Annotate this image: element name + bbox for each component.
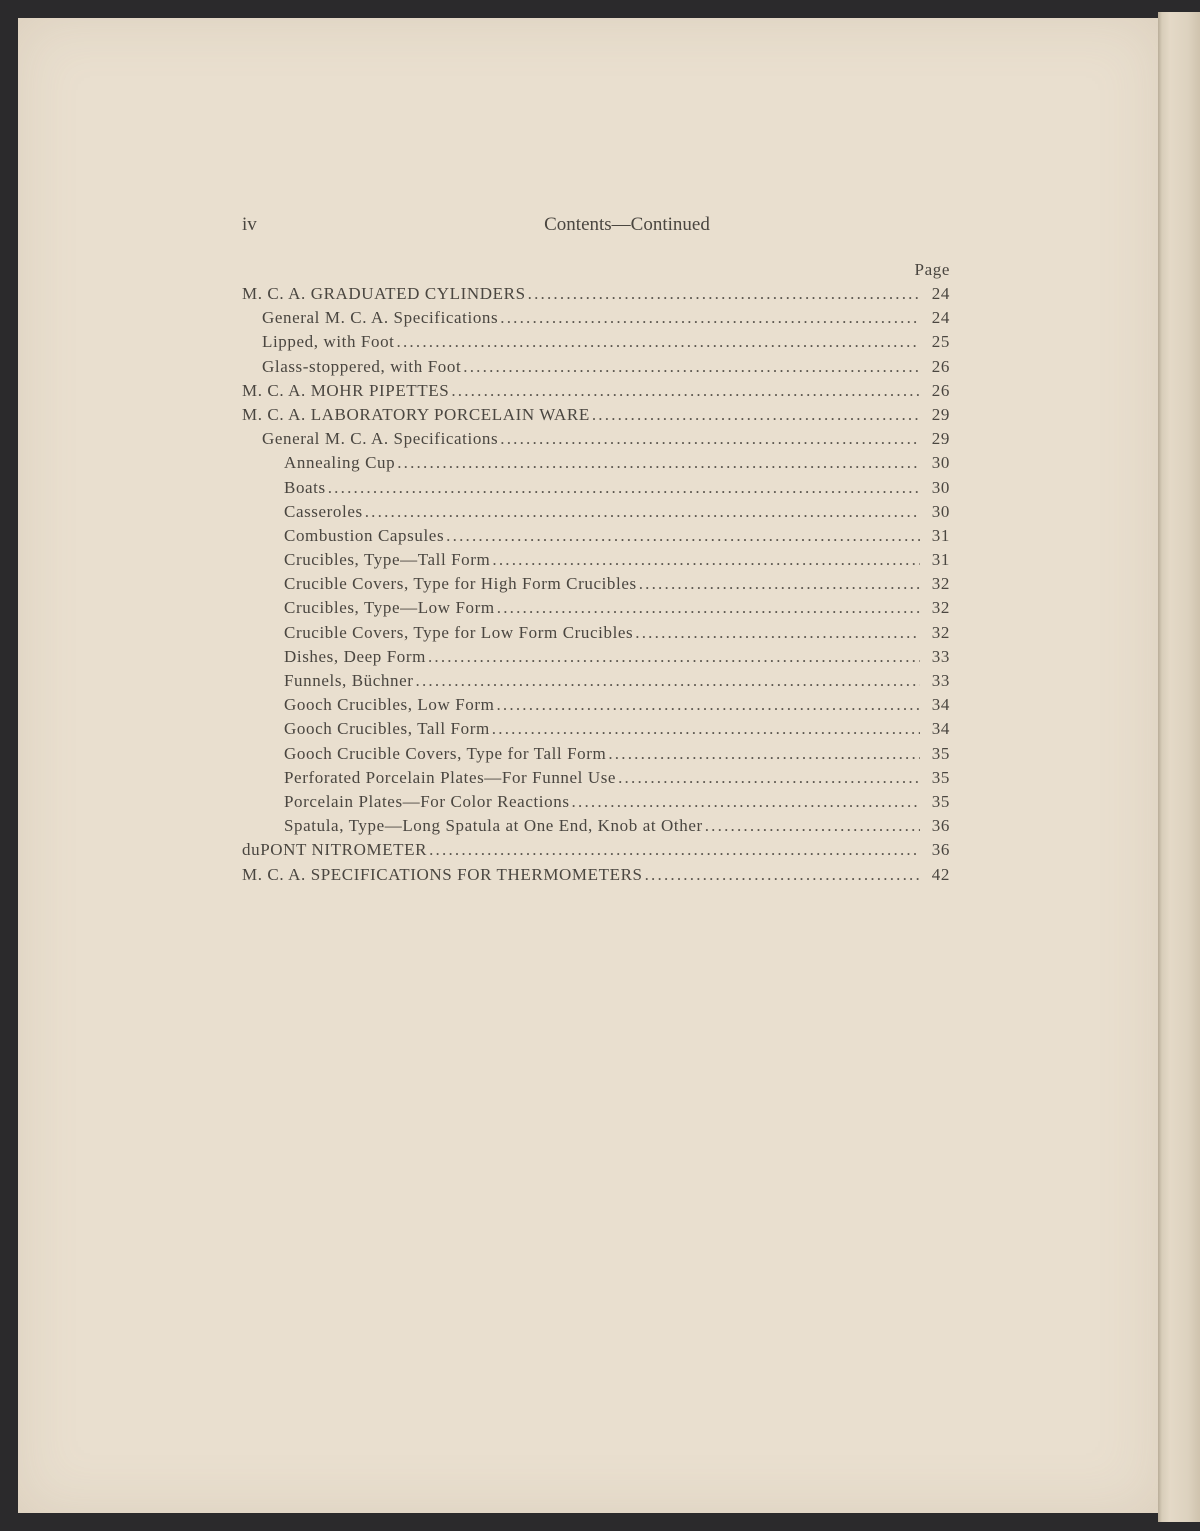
dot-leader	[705, 814, 920, 838]
toc-entry-page: 29	[931, 404, 950, 424]
toc-entry-title: Crucible Covers, Type for High Form Crucibles	[284, 574, 637, 594]
toc-entry	[242, 814, 950, 838]
toc-entry-title: Lipped, with Foot	[262, 332, 395, 352]
running-title: Contents—Continued	[544, 214, 710, 235]
dot-leader	[528, 282, 920, 306]
dot-leader	[446, 524, 920, 548]
toc-entry-page: 36	[931, 840, 950, 860]
toc-entry-title: Crucible Covers, Type for Low Form Crucibles	[284, 622, 634, 642]
dot-leader	[451, 379, 920, 403]
toc-entry-page: 32	[931, 598, 950, 618]
toc-entry-title: duPONT NITROMETER	[242, 840, 428, 860]
toc-entry-title: Spatula, Type—Long Spatula at One End, Knob at Other	[284, 816, 703, 836]
toc-entry-page: 33	[931, 671, 950, 690]
toc-entry	[242, 621, 950, 645]
dot-leader	[497, 596, 920, 620]
dot-leader	[645, 863, 920, 887]
toc-entry-title: General M. C. A. Specifications	[262, 429, 499, 449]
toc-entry-page: 29	[931, 429, 950, 449]
dot-leader	[500, 306, 920, 330]
toc-entry-page: 30	[931, 477, 950, 497]
toc-entry-title: M. C. A. SPECIFICATIONS FOR THERMOMETERS	[242, 864, 643, 884]
toc-entry-title: Gooch Crucibles, Tall Form	[284, 719, 490, 739]
toc-entry	[242, 476, 950, 500]
dot-leader	[639, 572, 920, 596]
toc-entry-title: Funnels, Büchner	[284, 671, 414, 690]
toc-entry-page: 42	[931, 864, 950, 884]
toc-entry-title: Gooch Crucibles, Low Form	[284, 695, 495, 715]
toc-entry	[242, 742, 950, 766]
toc-entry-title: Crucibles, Type—Tall Form	[284, 550, 491, 570]
toc-entry-page: 32	[931, 622, 950, 642]
toc-entry	[242, 427, 950, 451]
toc-entry-title: M. C. A. LABORATORY PORCELAIN WARE	[242, 404, 590, 424]
dot-leader	[397, 330, 920, 354]
page-column-label: Page	[914, 260, 950, 279]
toc-entry	[242, 355, 950, 379]
toc-entry	[242, 548, 950, 572]
toc-entries	[242, 282, 950, 887]
toc-entry-page: 35	[931, 743, 950, 763]
toc-entry-title: Combustion Capsules	[284, 525, 445, 545]
toc-entry	[242, 596, 950, 620]
toc-entry	[242, 330, 950, 354]
toc-entry	[242, 645, 950, 669]
toc-entry-title: Crucibles, Type—Low Form	[284, 598, 495, 618]
dot-leader	[618, 766, 920, 790]
toc-entry-page: 33	[931, 646, 950, 666]
table-of-contents	[242, 258, 950, 887]
page-number: iv	[242, 214, 257, 235]
toc-entry	[242, 766, 950, 790]
dot-leader	[496, 693, 920, 717]
toc-entry	[242, 693, 950, 717]
toc-entry-title: Dishes, Deep Form	[284, 646, 426, 666]
toc-entry-page: 26	[931, 380, 950, 400]
toc-entry-title: Porcelain Plates—For Color Reactions	[284, 791, 570, 811]
page-header	[242, 214, 952, 240]
dot-leader	[463, 355, 920, 379]
toc-entry-page: 31	[931, 525, 950, 545]
toc-entry-page: 35	[931, 791, 950, 811]
dot-leader	[428, 645, 920, 669]
toc-entry-page: 24	[931, 308, 950, 328]
dot-leader	[592, 403, 920, 427]
toc-entry-page: 26	[931, 356, 950, 376]
dot-leader	[429, 838, 920, 862]
toc-entry-page: 35	[931, 767, 950, 787]
toc-entry	[242, 403, 950, 427]
toc-entry	[242, 863, 950, 887]
dot-leader	[397, 451, 920, 475]
toc-entry	[242, 500, 950, 524]
dot-leader	[500, 427, 920, 451]
toc-entry	[242, 838, 950, 862]
toc-entry-page: 31	[931, 550, 950, 570]
dot-leader	[365, 500, 920, 524]
toc-entry	[242, 717, 950, 741]
toc-entry	[242, 451, 950, 475]
toc-entry-title: Annealing Cup	[284, 453, 396, 473]
dot-leader	[492, 717, 920, 741]
toc-entry-title: Glass-stoppered, with Foot	[262, 356, 462, 376]
toc-entry-title: M. C. A. GRADUATED CYLINDERS	[242, 284, 526, 303]
toc-entry	[242, 524, 950, 548]
toc-entry	[242, 282, 950, 306]
dot-leader	[492, 548, 920, 572]
toc-entry	[242, 669, 950, 693]
toc-entry-page: 30	[931, 453, 950, 473]
toc-entry-page: 34	[931, 719, 950, 739]
toc-entry	[242, 572, 950, 596]
toc-entry-title: Casseroles	[284, 501, 363, 521]
toc-entry-title: General M. C. A. Specifications	[262, 308, 499, 328]
toc-entry-page: 25	[931, 332, 950, 352]
dot-leader	[635, 621, 920, 645]
next-page-edge	[1158, 12, 1200, 1522]
toc-entry-title: Perforated Porcelain Plates—For Funnel Use	[284, 767, 617, 787]
toc-entry-page: 32	[931, 574, 950, 594]
dot-leader	[416, 669, 920, 693]
toc-entry-title: Boats	[284, 477, 326, 497]
dot-leader	[572, 790, 920, 814]
toc-entry-page: 34	[931, 695, 950, 715]
toc-entry-page: 36	[931, 816, 950, 836]
toc-entry	[242, 790, 950, 814]
dot-leader	[328, 476, 920, 500]
toc-entry	[242, 306, 950, 330]
toc-entry	[242, 379, 950, 403]
dot-leader	[608, 742, 920, 766]
toc-entry-title: M. C. A. MOHR PIPETTES	[242, 380, 450, 400]
toc-entry-page: 30	[931, 501, 950, 521]
toc-entry-title: Gooch Crucible Covers, Type for Tall Form	[284, 743, 607, 763]
toc-entry-page: 24	[931, 284, 950, 303]
